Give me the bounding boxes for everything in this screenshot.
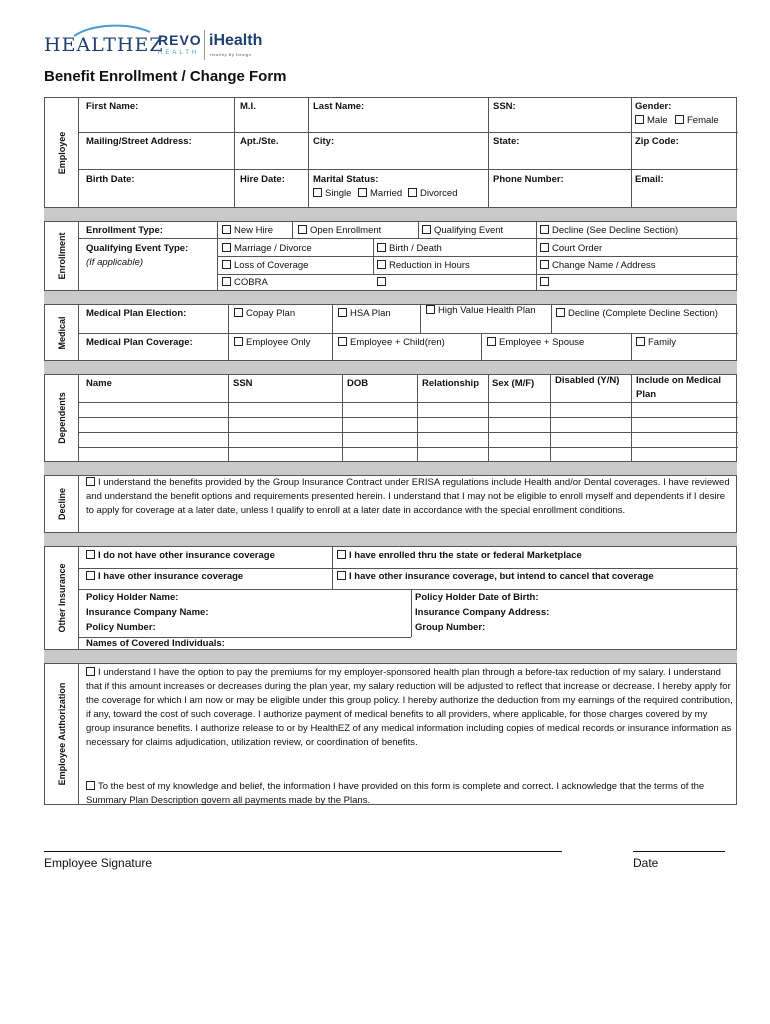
hire-date-label: Hire Date: <box>240 174 285 185</box>
policy-number-label: Policy Number: <box>86 622 156 633</box>
checkbox-icon <box>222 260 231 269</box>
copay-plan-option[interactable]: Copay Plan <box>234 308 295 319</box>
phone-label: Phone Number: <box>493 174 564 185</box>
checkbox-icon <box>338 308 347 317</box>
separator-band <box>44 462 737 476</box>
mi-label: M.I. <box>240 101 256 112</box>
checkbox-icon <box>222 225 231 234</box>
employee-sidebar: Employee <box>45 98 79 207</box>
email-label: Email: <box>635 174 664 185</box>
checkbox-icon <box>540 277 549 286</box>
decline-sidebar: Decline <box>45 476 79 532</box>
enrollment-sidebar: Enrollment <box>45 222 79 290</box>
revo-logo-sub: HEALTH <box>158 50 200 56</box>
marital-married-option[interactable]: Married <box>358 188 402 199</box>
checkbox-icon <box>86 550 95 559</box>
employee-only-option[interactable]: Employee Only <box>234 337 310 348</box>
checkbox-icon <box>540 260 549 269</box>
last-name-label: Last Name: <box>313 101 365 112</box>
birth-death-option[interactable]: Birth / Death <box>377 243 442 254</box>
checkbox-icon <box>86 781 95 790</box>
if-applicable-note: (If applicable) <box>86 257 144 268</box>
group-number-label: Group Number: <box>415 622 486 633</box>
checkbox-icon <box>222 243 231 252</box>
medical-coverage-label: Medical Plan Coverage: <box>86 337 193 348</box>
dependents-col-name: Name <box>86 378 112 389</box>
employee-signature-label: Employee Signature <box>44 856 153 870</box>
covered-individuals-label: Names of Covered Individuals: <box>86 638 225 649</box>
policy-holder-name-label: Policy Holder Name: <box>86 592 179 603</box>
first-name-label: First Name: <box>86 101 139 112</box>
blank-option-2[interactable] <box>540 277 552 288</box>
checkbox-icon <box>337 550 346 559</box>
checkbox-icon <box>337 571 346 580</box>
logo-divider <box>204 30 205 60</box>
city-label: City: <box>313 136 335 147</box>
mailing-label: Mailing/Street Address: <box>86 136 192 147</box>
revo-logo: REVO <box>158 32 202 48</box>
checkbox-icon <box>540 243 549 252</box>
checkbox-icon <box>377 260 386 269</box>
checkbox-icon <box>86 571 95 580</box>
employee-signature-line[interactable] <box>44 851 562 852</box>
qualifying-event-type-label: Qualifying Event Type: <box>86 243 189 254</box>
blank-option-1[interactable] <box>377 277 389 288</box>
employee-section <box>44 97 737 208</box>
medical-decline-option[interactable]: Decline (Complete Decline Section) <box>556 308 718 319</box>
insurance-company-name-label: Insurance Company Name: <box>86 607 209 618</box>
checkbox-icon <box>234 308 243 317</box>
page-title: Benefit Enrollment / Change Form <box>44 68 287 85</box>
dependents-col-ssn: SSN <box>233 378 253 389</box>
dependents-col-include: Include on Medical Plan <box>636 375 721 400</box>
no-other-insurance-option[interactable]: I do not have other insurance coverage <box>86 550 275 561</box>
have-other-insurance-option[interactable]: I have other insurance coverage <box>86 571 243 582</box>
medical-election-label: Medical Plan Election: <box>86 308 187 319</box>
enrollment-section <box>44 221 737 291</box>
checkbox-icon <box>377 243 386 252</box>
checkbox-icon <box>234 337 243 346</box>
decline-statement[interactable]: I understand the benefits provided by the Group Insurance Contract under ERISA regulations include Health and/or Dental coverages. I have reviewed and understand the benefit options and requirements presented herein. I understand that I may not be eligible to enroll myself and dependents if I desire to apply for coverage at a later date, unless I qualify to enroll at a later date in accordance with the special enrollment conditions. <box>86 477 730 516</box>
checkbox-icon <box>675 115 684 124</box>
employee-spouse-option[interactable]: Employee + Spouse <box>487 337 584 348</box>
marketplace-option[interactable]: I have enrolled thru the state or federal Marketplace <box>337 550 582 561</box>
date-line[interactable] <box>633 851 725 852</box>
ssn-label: SSN: <box>493 101 516 112</box>
authorization-sidebar: Employee Authorization <box>45 664 79 804</box>
court-order-option[interactable]: Court Order <box>540 243 602 254</box>
authorization-section <box>44 663 737 805</box>
cobra-option[interactable]: COBRA <box>222 277 268 288</box>
checkbox-icon <box>487 337 496 346</box>
checkbox-icon <box>540 225 549 234</box>
enrollment-type-label: Enrollment Type: <box>86 225 163 236</box>
hsa-plan-option[interactable]: HSA Plan <box>338 308 391 319</box>
state-label: State: <box>493 136 520 147</box>
marital-label: Marital Status: <box>313 174 379 185</box>
date-label: Date <box>633 856 659 870</box>
decline-section <box>44 475 737 533</box>
other-insurance-section <box>44 546 737 650</box>
high-value-plan-option[interactable]: High Value Health Plan <box>426 304 538 318</box>
checkbox-icon <box>556 308 565 317</box>
ihealth-logo-sub: Healthy By Design <box>210 52 252 57</box>
checkbox-icon <box>298 225 307 234</box>
dependents-sidebar: Dependents <box>45 375 79 461</box>
dependents-col-dob: DOB <box>347 378 369 389</box>
checkbox-icon <box>636 337 645 346</box>
checkbox-icon <box>222 277 231 286</box>
medical-section <box>44 304 737 361</box>
employee-child-option[interactable]: Employee + Child(ren) <box>338 337 445 348</box>
checkbox-icon <box>313 188 322 197</box>
insurance-company-address-label: Insurance Company Address: <box>415 607 550 618</box>
policy-holder-dob-label: Policy Holder Date of Birth: <box>415 592 539 603</box>
checkbox-icon <box>426 305 435 314</box>
marital-single-option[interactable]: Single <box>313 188 351 199</box>
checkbox-icon <box>408 188 417 197</box>
logo-group <box>44 26 284 66</box>
separator-band <box>44 208 737 222</box>
dependents-section <box>44 374 737 462</box>
gender-label: Gender: <box>635 101 672 112</box>
separator-band <box>44 533 737 547</box>
family-option[interactable]: Family <box>636 337 676 348</box>
marriage-divorce-option[interactable]: Marriage / Divorce <box>222 243 312 254</box>
ihealth-logo: iHealth <box>209 32 263 49</box>
change-name-option[interactable]: Change Name / Address <box>540 260 656 271</box>
pre-tax-authorization-statement[interactable]: I understand I have the option to pay the premiums for my employer-sponsored health plan through a before-tax reduction of my salary. I understand that if this amount increases or decreases during the plan year, my salary reduction will be adjusted to reflect that increase or decrease. I hereby apply for the coverage for which I am now or may be eligible under this group policy. I hereby authorize the deduction from my earnings of the required contribution, if any, toward the cost of such coverage. I authorize payment of medical benefits to all providers, where applicable, for those charges covered by my group insurance benefits. I authorize release to or by HealthEZ of any medical information including copies of medical records or insurance information as necessary for claims adjudication, utilization review, or coordination of benefits. <box>86 667 733 748</box>
checkbox-icon <box>358 188 367 197</box>
dependents-col-relationship: Relationship <box>422 378 480 389</box>
checkbox-icon <box>86 667 95 676</box>
separator-band <box>44 361 737 375</box>
dependents-col-disabled: Disabled (Y/N) <box>555 375 620 386</box>
checkbox-icon <box>86 477 95 486</box>
checkbox-icon <box>422 225 431 234</box>
cancel-other-option[interactable]: I have other insurance coverage, but intend to cancel that coverage <box>337 571 654 582</box>
checkbox-icon <box>635 115 644 124</box>
other-insurance-sidebar: Other Insurance <box>45 547 79 649</box>
decline-option[interactable]: Decline (See Decline Section) <box>540 225 678 236</box>
gender-female-option[interactable]: Female <box>675 115 719 126</box>
reduction-hours-option[interactable]: Reduction in Hours <box>377 260 470 271</box>
separator-band <box>44 291 737 305</box>
healthez-logo: HEALTHEZ <box>44 34 164 56</box>
qualifying-event-option[interactable]: Qualifying Event <box>422 225 503 236</box>
apt-label: Apt./Ste. <box>240 136 279 147</box>
loss-of-coverage-option[interactable]: Loss of Coverage <box>222 260 308 271</box>
birth-date-label: Birth Date: <box>86 174 135 185</box>
separator-band <box>44 650 737 664</box>
certification-statement[interactable]: To the best of my knowledge and belief, the information I have provided on this form is complete and correct. I acknowledge that the terms of the Summary Plan Description govern all payments made by the Plans. <box>86 781 705 806</box>
dependents-col-sex: Sex (M/F) <box>492 378 535 389</box>
checkbox-icon <box>338 337 347 346</box>
marital-divorced-option[interactable]: Divorced <box>408 188 458 199</box>
zip-label: Zip Code: <box>635 136 679 147</box>
new-hire-option[interactable]: New Hire <box>222 225 273 236</box>
gender-male-option[interactable]: Male <box>635 115 668 126</box>
checkbox-icon <box>377 277 386 286</box>
open-enrollment-option[interactable]: Open Enrollment <box>298 225 381 236</box>
medical-sidebar: Medical <box>45 305 79 360</box>
